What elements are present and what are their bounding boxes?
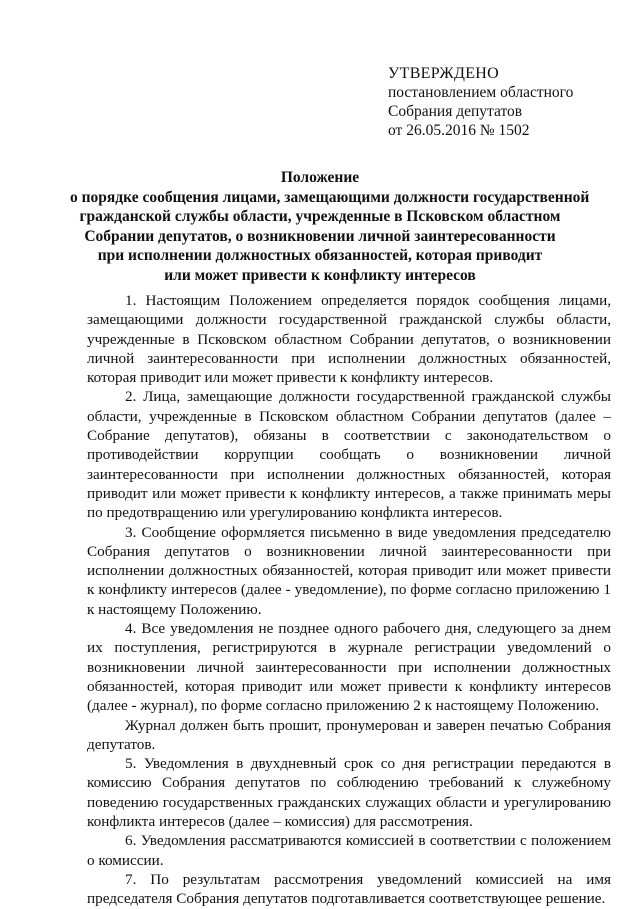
approval-line-2: Собрания депутатов bbox=[388, 103, 523, 120]
heading-line-4: при исполнении должностных обязанностей, которая приводит bbox=[97, 247, 543, 264]
heading-line-3: Собрании депутатов, о возникновении личной заинтересованности bbox=[84, 227, 556, 245]
paragraph-1: 1. Настоящим Положением определяется порядок сообщения лицами, замещающими должности государственной гражданской службы области, учрежденные в Псковском областном Собрании депутатов, о возникновении личной заинтересованности при исполнении должностных обязанностей, которая приводит или может привести к конфликту интересов. bbox=[87, 292, 611, 387]
document-body bbox=[87, 291, 611, 909]
document-heading bbox=[70, 168, 590, 285]
approval-line-1: постановлением областного bbox=[388, 84, 574, 101]
paragraph-4: 4. Все уведомления не позднее одного рабочего дня, следующего за днем их поступления, регистрируются в журнале регистрации уведомлений о возникновении личной заинтересованности при исполнении должностных обязанностей, которая приводит или может привести к конфликту интересов (далее - журнал), по форме согласно приложению 2 к настоящему Положению. bbox=[87, 620, 611, 715]
heading-line-5: или может привести к конфликту интересов bbox=[164, 266, 476, 284]
heading-line-1: о порядке сообщения лицами, замещающими должности государственной bbox=[70, 188, 590, 206]
heading-line-2: гражданской службы области, учрежденные в Псковском областном bbox=[79, 208, 561, 225]
paragraph-6: 6. Уведомления рассматриваются комиссией в соответствии с положением о комиссии. bbox=[87, 832, 611, 869]
paragraph-2: 2. Лица, замещающие должности государственной гражданской службы области, учрежденные в Псковском областном Собрании депутатов (далее – Собрание депутатов), обязаны в соответствии с законодательством о противодействии коррупции сообщать о возникновении личной заинтересованности при исполнении должностных обязанностей, которая приводит или может привести к конфликту интересов, а также принимать меры по предотвращению или урегулированию конфликта интересов. bbox=[87, 388, 611, 522]
paragraph-7: 7. По результатам рассмотрения уведомлений комиссией на имя председателя Собрания депутатов подготавливается соответствующее решение. bbox=[87, 870, 611, 908]
paragraph-journal: Журнал должен быть прошит, пронумерован и заверен печатью Собрания депутатов. bbox=[87, 716, 611, 753]
paragraph-5: 5. Уведомления в двухдневный срок со дня регистрации передаются в комиссию Собрания депутатов по соблюдению требований к служебному поведению государственных гражданских служащих области и урегулированию конфликта интересов (далее – комиссия) для рассмотрения. bbox=[87, 755, 611, 831]
document-title: Положение bbox=[280, 169, 360, 186]
approval-stamp bbox=[388, 64, 618, 140]
approval-date-line: от 26.05.2016 № 1502 bbox=[388, 122, 530, 139]
paragraph-3: 3. Сообщение оформляется письменно в виде уведомления председателю Собрания депутатов о возникновении личной заинтересованности при исполнении должностных обязанностей, которая приводит или может привести к конфликту интересов (далее - уведомление), по форме согласно приложению 1 к настоящему Положению. bbox=[87, 523, 611, 618]
approval-title: УТВЕРЖДЕНО bbox=[388, 65, 500, 82]
